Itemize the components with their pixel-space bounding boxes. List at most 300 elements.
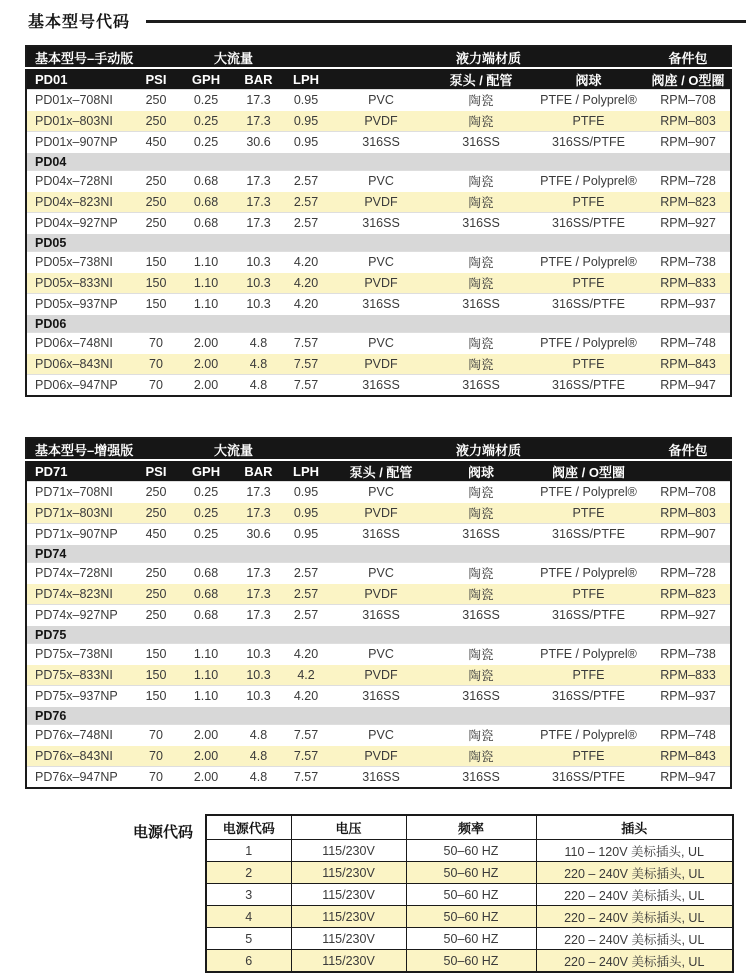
value-cell: PTFE [572,276,605,290]
value-cell: 115/230V [291,884,406,906]
plug-column-header: 插头 [536,815,733,840]
value-cell: 0.25 [193,93,219,107]
value-cell: PVDF [364,114,398,128]
manual-models-body [26,90,731,397]
value-cell: RPM–748 [660,728,716,742]
table-row [206,884,733,906]
value-cell: PVC [368,728,394,742]
model-cell: PD04x–823NI [35,195,113,209]
value-cell: RPM–738 [660,255,716,269]
model-cell: PD74x–927NP [35,608,118,622]
model-cell: 4 [206,906,291,928]
table-row [26,665,731,686]
value-cell: 陶瓷 [468,115,494,129]
spares-group-header: 备件包 [646,46,731,68]
model-cell: PD75x–833NI [35,668,113,682]
column-header-row [26,68,731,90]
value-cell: 1.10 [193,647,219,661]
voltage-column-header: 电压 [291,815,406,840]
table-row [26,503,731,524]
value-cell: PTFE / Polyprel® [540,485,637,499]
value-cell: RPM–907 [660,135,716,149]
manual-models-table [25,45,732,397]
model-group-row [26,153,731,171]
value-cell: 150 [145,689,167,703]
model-cell: PD71x–907NP [35,527,118,541]
value-cell: 0.95 [293,93,319,107]
value-cell: 316SS [362,527,400,541]
value-cell: 0.25 [193,135,219,149]
table-row [26,686,731,707]
model-column-header: PD01 [26,68,136,90]
model-group-label: PD75 [26,626,731,644]
power-code-body [206,840,733,973]
value-cell: 2.00 [193,357,219,371]
value-cell: 2.00 [193,378,219,392]
value-cell: 1.10 [193,255,219,269]
value-cell: RPM–823 [660,587,716,601]
value-cell: RPM–738 [660,647,716,661]
value-cell: 7.57 [293,728,319,742]
value-cell: 10.3 [246,647,271,661]
gph-column-header: GPH [176,68,236,90]
value-cell: PTFE [572,587,605,601]
model-group-label: PD05 [26,234,731,252]
value-cell: 250 [145,566,167,580]
table-row [26,767,731,789]
value-cell: 10.3 [246,255,271,269]
value-cell: 17.3 [246,587,271,601]
power-code-column-header: 电源代码 [206,815,291,840]
value-cell: 316SS/PTFE [552,689,625,703]
value-cell: 0.68 [193,195,219,209]
value-cell: RPM–728 [660,174,716,188]
value-cell: 0.95 [293,527,319,541]
table-row [26,354,731,375]
value-cell: 4.20 [293,276,319,290]
model-cell: 2 [206,862,291,884]
value-cell: PVC [368,174,394,188]
model-group-label: PD04 [26,153,731,171]
value-cell: 0.25 [193,114,219,128]
value-cell: 7.57 [293,357,319,371]
pump-head-column-header: 泵头 / 配管 [431,68,531,90]
value-cell: 250 [145,587,167,601]
value-cell: 17.3 [246,93,271,107]
table-row [206,862,733,884]
model-cell: PD76x–947NP [35,770,118,784]
model-cell: 3 [206,884,291,906]
value-cell: RPM–728 [660,566,716,580]
value-cell: 4.20 [293,297,319,311]
valve-ball-column-header: 阀球 [431,460,531,482]
value-cell: 2.00 [193,336,219,350]
value-cell: RPM–907 [660,527,716,541]
value-cell: 316SS [462,378,500,392]
value-cell: 450 [145,135,167,149]
value-cell: 316SS [462,608,500,622]
value-cell: 1.10 [193,297,219,311]
value-cell: 115/230V [291,906,406,928]
table-title: 基本型号–增强版 [26,438,136,460]
value-cell: 4.20 [293,255,319,269]
value-cell: 250 [145,485,167,499]
value-cell: RPM–937 [660,297,716,311]
value-cell: PVDF [364,357,398,371]
table-row [26,524,731,545]
value-cell: 150 [145,647,167,661]
value-cell: PTFE [572,357,605,371]
value-cell: PVC [368,93,394,107]
model-group-label: PD06 [26,315,731,333]
lph-column-header: LPH [281,68,331,90]
value-cell: PVC [368,566,394,580]
value-cell: 17.3 [246,195,271,209]
value-cell: 1.10 [193,668,219,682]
value-cell: PTFE [572,749,605,763]
value-cell: PVDF [364,668,398,682]
value-cell: 316SS [362,689,400,703]
value-cell: 17.3 [246,114,271,128]
value-cell: 4.20 [293,689,319,703]
value-cell: PTFE [572,668,605,682]
value-cell: PVC [368,485,394,499]
value-cell: 0.25 [193,506,219,520]
value-cell: 2.57 [293,608,319,622]
value-cell: 150 [145,297,167,311]
table-row [26,482,731,503]
value-cell: 17.3 [246,506,271,520]
value-cell: 220 – 240V 美标插头, UL [536,950,733,973]
table-row [26,746,731,767]
model-cell: PD75x–937NP [35,689,118,703]
model-cell: PD01x–803NI [35,114,113,128]
table-row [26,273,731,294]
page-title: 基本型号代码 [28,14,131,31]
value-cell: RPM–803 [660,114,716,128]
value-cell: 1.10 [193,276,219,290]
value-cell: RPM–937 [660,689,716,703]
value-cell: 316SS/PTFE [552,608,625,622]
value-cell: 220 – 240V 美标插头, UL [536,862,733,884]
value-cell: 250 [145,506,167,520]
table-row [206,928,733,950]
table-row [26,333,731,354]
model-cell: PD04x–728NI [35,174,113,188]
flow-group-header: 大流量 [136,438,331,460]
value-cell: 陶瓷 [468,196,494,210]
value-cell: RPM–833 [660,668,716,682]
bar-column-header: BAR [236,68,281,90]
value-cell: 陶瓷 [468,256,494,270]
model-cell: PD06x–947NP [35,378,118,392]
value-cell: 316SS/PTFE [552,216,625,230]
model-cell: PD06x–843NI [35,357,113,371]
value-cell: 150 [145,255,167,269]
value-cell: 0.95 [293,135,319,149]
value-cell: 316SS/PTFE [552,770,625,784]
frequency-column-header: 频率 [406,815,536,840]
table-row [26,294,731,315]
value-cell: PTFE / Polyprel® [540,93,637,107]
model-cell: 1 [206,840,291,862]
value-cell: 2.57 [293,195,319,209]
value-cell: 0.95 [293,506,319,520]
model-cell: PD04x–927NP [35,216,118,230]
value-cell: RPM–708 [660,93,716,107]
model-group-label: PD76 [26,707,731,725]
value-cell: 50–60 HZ [406,906,536,928]
table-row [206,840,733,862]
value-cell: 0.68 [193,608,219,622]
value-cell: 陶瓷 [468,486,494,500]
blank-column-header [331,68,431,90]
model-cell: PD76x–843NI [35,749,113,763]
power-code-table [205,814,734,973]
value-cell: 17.3 [246,608,271,622]
value-cell: 50–60 HZ [406,862,536,884]
value-cell: PVDF [364,749,398,763]
value-cell: 0.25 [193,527,219,541]
value-cell: 50–60 HZ [406,928,536,950]
value-cell: 7.57 [293,749,319,763]
value-cell: PVDF [364,276,398,290]
value-cell: 70 [149,357,163,371]
group-header-row [26,438,731,460]
value-cell: PTFE / Polyprel® [540,647,637,661]
model-cell: 5 [206,928,291,950]
power-code-label: 电源代码 [132,824,193,841]
value-cell: 17.3 [246,566,271,580]
value-cell: 220 – 240V 美标插头, UL [536,884,733,906]
blank-column-header [646,460,731,482]
table-row [26,90,731,111]
table-row [26,252,731,273]
value-cell: 7.57 [293,770,319,784]
value-cell: 30.6 [246,527,271,541]
value-cell: 316SS/PTFE [552,297,625,311]
value-cell: 0.68 [193,566,219,580]
table-row [26,192,731,213]
model-cell: PD75x–738NI [35,647,113,661]
value-cell: 115/230V [291,840,406,862]
value-cell: 316SS [462,135,500,149]
value-cell: 7.57 [293,378,319,392]
value-cell: 2.57 [293,587,319,601]
value-cell: PVC [368,255,394,269]
value-cell: 316SS [462,216,500,230]
model-cell: PD05x–937NP [35,297,118,311]
model-group-row [26,234,731,252]
value-cell: 2.00 [193,749,219,763]
value-cell: 110 – 120V 美标插头, UL [536,840,733,862]
table-row [206,906,733,928]
value-cell: 4.8 [249,728,268,742]
value-cell: PTFE [572,195,605,209]
material-group-header: 液力端材质 [331,438,646,460]
bar-column-header: BAR [236,460,281,482]
model-group-row [26,707,731,725]
value-cell: 0.95 [293,485,319,499]
value-cell: 450 [145,527,167,541]
lph-column-header: LPH [281,460,331,482]
value-cell: 陶瓷 [468,337,494,351]
value-cell: 316SS [362,608,400,622]
pump-head-column-header: 泵头 / 配管 [331,460,431,482]
value-cell: 2.00 [193,728,219,742]
table-row [26,563,731,584]
value-cell: 316SS [362,378,400,392]
value-cell: 17.3 [246,174,271,188]
table-row [26,725,731,746]
value-cell: 316SS [462,527,500,541]
value-cell: 2.57 [293,566,319,580]
value-cell: 2.57 [293,216,319,230]
table-title: 基本型号–手动版 [26,46,136,68]
model-group-row [26,626,731,644]
value-cell: RPM–843 [660,357,716,371]
power-code-section [0,814,750,973]
group-header-row [26,46,731,68]
gph-column-header: GPH [176,460,236,482]
value-cell: 115/230V [291,950,406,973]
table-row [26,375,731,397]
value-cell: 316SS [462,689,500,703]
value-cell: RPM–823 [660,195,716,209]
value-cell: 150 [145,668,167,682]
value-cell: 陶瓷 [468,94,494,108]
value-cell: 115/230V [291,928,406,950]
value-cell: 10.3 [246,297,271,311]
value-cell: RPM–947 [660,378,716,392]
value-cell: 70 [149,749,163,763]
value-cell: PVC [368,647,394,661]
value-cell: RPM–748 [660,336,716,350]
value-cell: 17.3 [246,485,271,499]
model-cell: 6 [206,950,291,973]
value-cell: 70 [149,336,163,350]
value-cell: 陶瓷 [468,669,494,683]
value-cell: RPM–708 [660,485,716,499]
value-cell: 316SS [362,135,400,149]
model-cell: PD76x–748NI [35,728,113,742]
value-cell: 10.3 [246,668,271,682]
value-cell: 70 [149,378,163,392]
value-cell: 陶瓷 [468,358,494,372]
model-cell: PD05x–833NI [35,276,113,290]
value-cell: 70 [149,728,163,742]
valve-seat-column-header: 阀座 / O型圈 [646,68,731,90]
value-cell: 10.3 [246,276,271,290]
value-cell: 4.8 [249,357,268,371]
value-cell: 陶瓷 [468,750,494,764]
title-rule [146,20,746,23]
value-cell: 250 [145,608,167,622]
enhanced-models-body [26,482,731,789]
value-cell: 10.3 [246,689,271,703]
value-cell: 7.57 [293,336,319,350]
value-cell: 250 [145,174,167,188]
value-cell: PTFE / Polyprel® [540,566,637,580]
value-cell: RPM–947 [660,770,716,784]
model-cell: PD01x–907NP [35,135,118,149]
value-cell: 1.10 [193,689,219,703]
value-cell: 316SS [462,770,500,784]
value-cell: 陶瓷 [468,507,494,521]
value-cell: 30.6 [246,135,271,149]
table-row [206,950,733,973]
model-cell: PD01x–708NI [35,93,113,107]
value-cell: 316SS [362,770,400,784]
value-cell: PVDF [364,195,398,209]
value-cell: 250 [145,195,167,209]
value-cell: 陶瓷 [468,648,494,662]
value-cell: 316SS [462,297,500,311]
table-row [26,132,731,153]
table-row [26,171,731,192]
model-cell: PD05x–738NI [35,255,113,269]
value-cell: PTFE / Polyprel® [540,174,637,188]
value-cell: 0.68 [193,216,219,230]
table-row [26,644,731,665]
enhanced-models-table [25,437,732,789]
column-header-row [26,460,731,482]
flow-group-header: 大流量 [136,46,331,68]
value-cell: 250 [145,216,167,230]
value-cell: PTFE / Polyprel® [540,728,637,742]
value-cell: RPM–927 [660,216,716,230]
model-cell: PD06x–748NI [35,336,113,350]
model-cell: PD71x–708NI [35,485,113,499]
value-cell: 2.00 [193,770,219,784]
value-cell: 250 [145,114,167,128]
value-cell: RPM–843 [660,749,716,763]
psi-column-header: PSI [136,68,176,90]
material-group-header: 液力端材质 [331,46,646,68]
table-row [26,213,731,234]
value-cell: PTFE / Polyprel® [540,336,637,350]
value-cell: 220 – 240V 美标插头, UL [536,928,733,950]
model-cell: PD74x–823NI [35,587,113,601]
power-header-row [206,815,733,840]
model-column-header: PD71 [26,460,136,482]
value-cell: 50–60 HZ [406,884,536,906]
model-cell: PD74x–728NI [35,566,113,580]
value-cell: 316SS/PTFE [552,378,625,392]
value-cell: RPM–833 [660,276,716,290]
value-cell: 0.68 [193,587,219,601]
model-group-label: PD74 [26,545,731,563]
value-cell: RPM–803 [660,506,716,520]
value-cell: 4.20 [293,647,319,661]
value-cell: PVC [368,336,394,350]
value-cell: 316SS [362,216,400,230]
value-cell: 316SS [362,297,400,311]
value-cell: 陶瓷 [468,588,494,602]
value-cell: 陶瓷 [468,729,494,743]
value-cell: 115/230V [291,862,406,884]
value-cell: PVDF [364,587,398,601]
value-cell: 4.8 [249,770,268,784]
value-cell: 4.8 [249,336,268,350]
value-cell: 220 – 240V 美标插头, UL [536,906,733,928]
page-title-row [0,0,750,32]
value-cell: 316SS/PTFE [552,135,625,149]
value-cell: 陶瓷 [468,175,494,189]
value-cell: 4.8 [249,378,268,392]
spares-group-header: 备件包 [646,438,731,460]
value-cell: RPM–927 [660,608,716,622]
